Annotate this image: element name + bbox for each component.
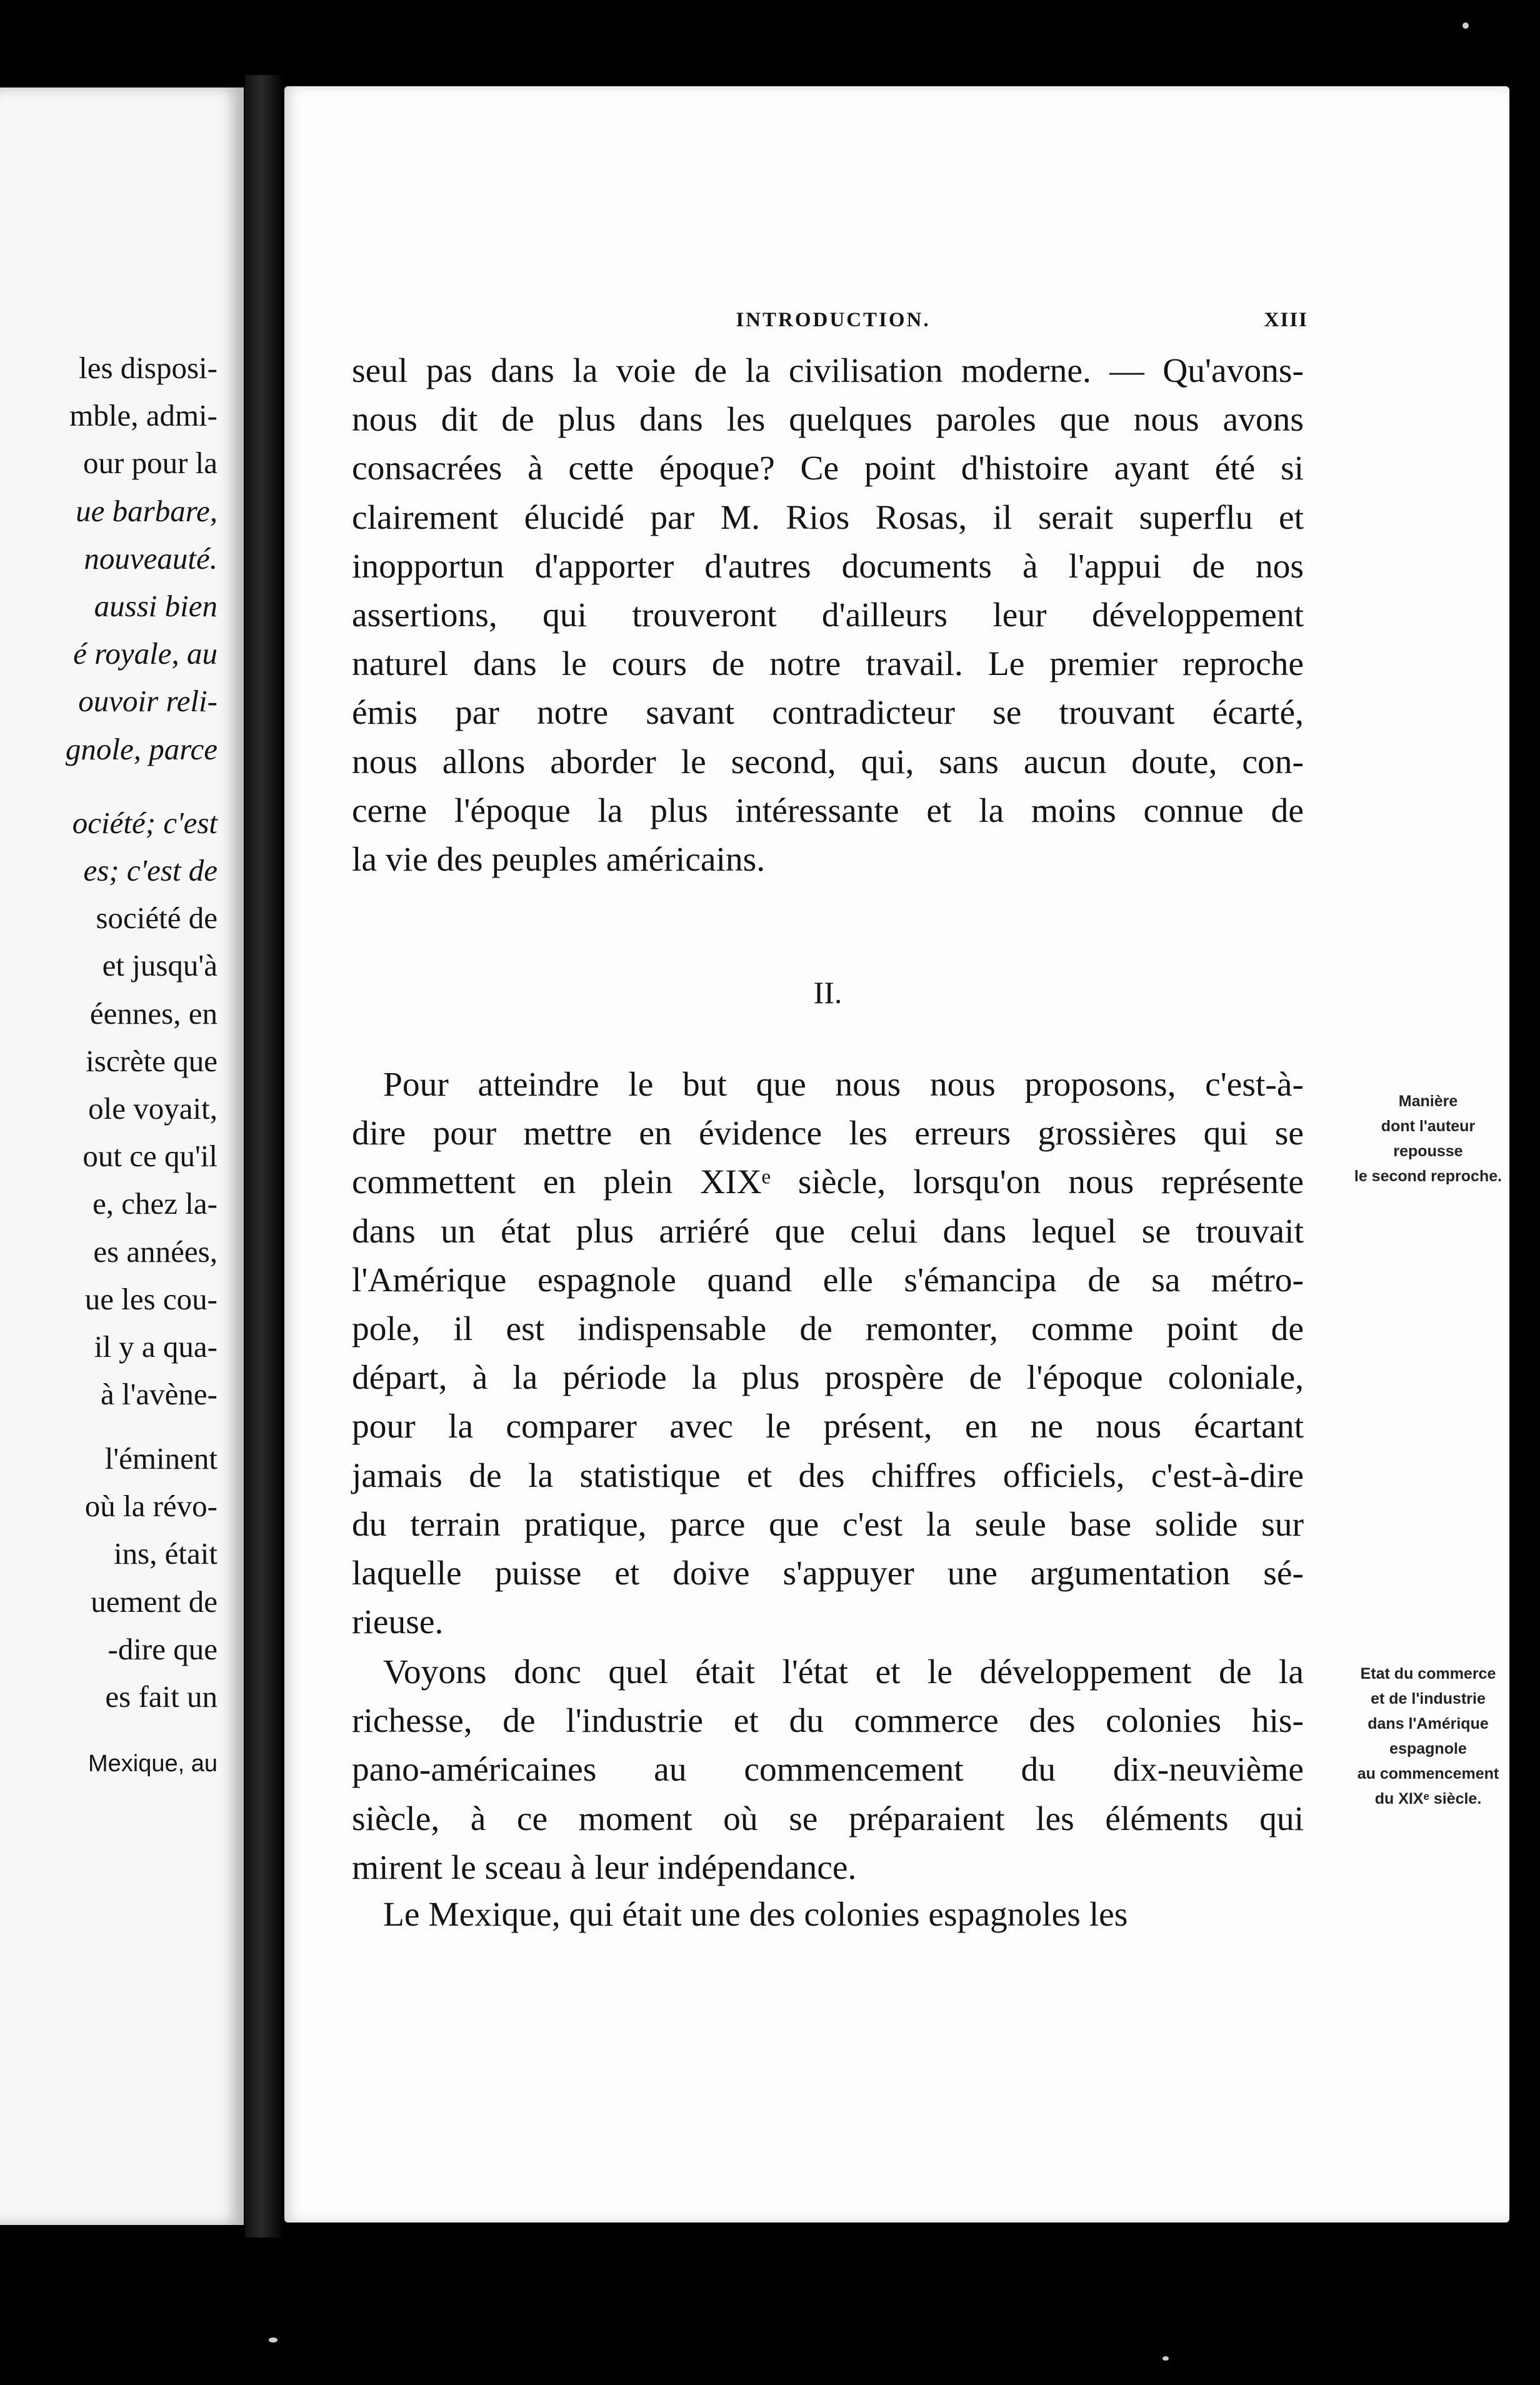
left-page-line: ins, était bbox=[113, 1536, 218, 1571]
left-page-line: ole voyait, bbox=[88, 1091, 218, 1126]
running-title: INTRODUCTION. bbox=[736, 309, 931, 331]
left-page-line: et jusqu'à bbox=[102, 948, 218, 983]
left-page-line: à l'avène- bbox=[100, 1377, 218, 1412]
marginal-note-line: du XIXᵉ siècle. bbox=[1374, 1790, 1482, 1808]
left-page-line: il y a qua- bbox=[94, 1329, 218, 1364]
marginal-note-line: Manière bbox=[1398, 1092, 1458, 1110]
marginal-note bbox=[1347, 1661, 1509, 1811]
text-line: seul pas dans la voie de la civilisation moderne. — Qu'avons- bbox=[352, 352, 1304, 390]
left-page-line: gnole, parce bbox=[65, 731, 218, 766]
left-page-line: iscrète que bbox=[86, 1043, 218, 1078]
left-page-line: ue les cou- bbox=[84, 1281, 218, 1316]
left-page-line: nouveauté. bbox=[84, 541, 218, 576]
text-line: dire pour mettre en évidence les erreurs grossières qui se bbox=[352, 1114, 1304, 1153]
text-line: jamais de la statistique et des chiffres officiels, c'est-à-dire bbox=[352, 1456, 1304, 1495]
left-page-line: aussi bien bbox=[94, 589, 218, 623]
marginal-note-line: dont l'auteur bbox=[1381, 1118, 1476, 1135]
running-head bbox=[358, 309, 1308, 340]
page bbox=[284, 86, 1509, 2222]
text-line: consacrées à cette époque? Ce point d'histoire ayant été si bbox=[352, 449, 1304, 488]
text-line: mirent le sceau à leur indépendance. bbox=[352, 1848, 857, 1887]
left-page-line: les disposi- bbox=[79, 351, 218, 385]
left-page-line: Mexique, au bbox=[88, 1750, 218, 1777]
text-line: pano-américaines au commencement du dix-neuvième bbox=[352, 1751, 1304, 1789]
left-page-line: ouvoir reli- bbox=[78, 684, 218, 719]
text-line: dans un état plus arriéré que celui dans lequel se trouvait bbox=[352, 1212, 1304, 1251]
text-line: rieuse. bbox=[352, 1603, 444, 1642]
text-line: cerne l'époque la plus intéressante et la moins connue de bbox=[352, 791, 1304, 830]
text-line: pole, il est indispensable de remonter, comme point de bbox=[352, 1310, 1304, 1348]
previous-page-fragment bbox=[0, 88, 244, 2225]
left-page-line: mble, admi- bbox=[69, 398, 218, 433]
left-page-line: es années, bbox=[93, 1234, 218, 1269]
left-page-line: ociété; c'est bbox=[72, 805, 218, 840]
text-line: pour la comparer avec le présent, en ne nous écartant bbox=[352, 1408, 1304, 1446]
text-line: du terrain pratique, parce que c'est la seule base solide sur bbox=[352, 1505, 1304, 1544]
text-line: siècle, à ce moment où se préparaient les éléments qui bbox=[352, 1799, 1304, 1838]
text-line: richesse, de l'industrie et du commerce des colonies his- bbox=[352, 1702, 1304, 1741]
text-line: clairement élucidé par M. Rios Rosas, il serait superflu et bbox=[352, 498, 1304, 537]
left-page-line: où la révo- bbox=[84, 1489, 218, 1524]
text-line: naturel dans le cours de notre travail. Le premier reproche bbox=[352, 645, 1304, 684]
text-line: assertions, qui trouveront d'ailleurs leur développement bbox=[352, 596, 1304, 634]
left-page-line: out ce qu'il bbox=[82, 1139, 218, 1174]
text-line: nous dit de plus dans les quelques paroles que nous avons bbox=[352, 401, 1304, 439]
text-line: Voyons donc quel était l'état et le développement de la bbox=[383, 1653, 1304, 1691]
left-page-line: ue barbare, bbox=[76, 493, 218, 528]
left-page-line: é royale, au bbox=[73, 636, 218, 671]
marginal-note-line: dans l'Amérique bbox=[1368, 1715, 1489, 1732]
text-line: émis par notre savant contradicteur se trouvant écarté, bbox=[352, 694, 1304, 732]
marginal-note-line: Etat du commerce bbox=[1360, 1665, 1496, 1682]
left-page-line: uement de bbox=[91, 1584, 218, 1619]
marginal-note-line: espagnole bbox=[1389, 1740, 1467, 1758]
text-line: inopportun d'apporter d'autres documents à l'appui de nos bbox=[352, 547, 1304, 586]
marginal-note bbox=[1347, 1089, 1509, 1189]
marginal-note-line: au commencement bbox=[1357, 1765, 1499, 1782]
text-line: nous allons aborder le second, qui, sans aucun doute, con- bbox=[352, 742, 1304, 781]
marginal-note-line: repousse bbox=[1393, 1142, 1463, 1160]
text-line: l'Amérique espagnole quand elle s'émancipa de sa métro- bbox=[352, 1261, 1304, 1299]
page-speck bbox=[269, 2338, 278, 2342]
left-page-line: éennes, en bbox=[89, 996, 218, 1031]
text-line: Pour atteindre le but que nous nous proposons, c'est-à- bbox=[383, 1066, 1304, 1104]
text-line: départ, à la période la plus prospère de l'époque coloniale, bbox=[352, 1359, 1304, 1398]
left-page-line: es fait un bbox=[105, 1679, 218, 1714]
marginal-note-line: et de l'industrie bbox=[1371, 1690, 1486, 1708]
marginal-note-line: le second reproche. bbox=[1354, 1168, 1502, 1185]
left-page-line: -dire que bbox=[108, 1631, 218, 1666]
text-line: commettent en plein XIXᵉ siècle, lorsqu'on nous représente bbox=[352, 1163, 1304, 1202]
left-page-line: société de bbox=[96, 901, 218, 936]
left-page-line: our pour la bbox=[83, 446, 218, 481]
book-gutter bbox=[245, 75, 281, 2238]
page-speck bbox=[1462, 22, 1469, 29]
left-page-line: es; c'est de bbox=[83, 852, 218, 888]
left-page-line: l'éminent bbox=[104, 1441, 218, 1476]
text-line: la vie des peuples américains. bbox=[352, 841, 766, 879]
section-heading: II. bbox=[813, 975, 842, 1010]
text-line: laquelle puisse et doive s'appuyer une argumentation sé- bbox=[352, 1554, 1304, 1592]
left-page-line: e, chez la- bbox=[92, 1186, 218, 1221]
page-speck bbox=[1162, 2356, 1169, 2361]
text-line: Le Mexique, qui était une des colonies espagnoles les bbox=[383, 1896, 1128, 1934]
page-number: XIII bbox=[1264, 309, 1308, 331]
